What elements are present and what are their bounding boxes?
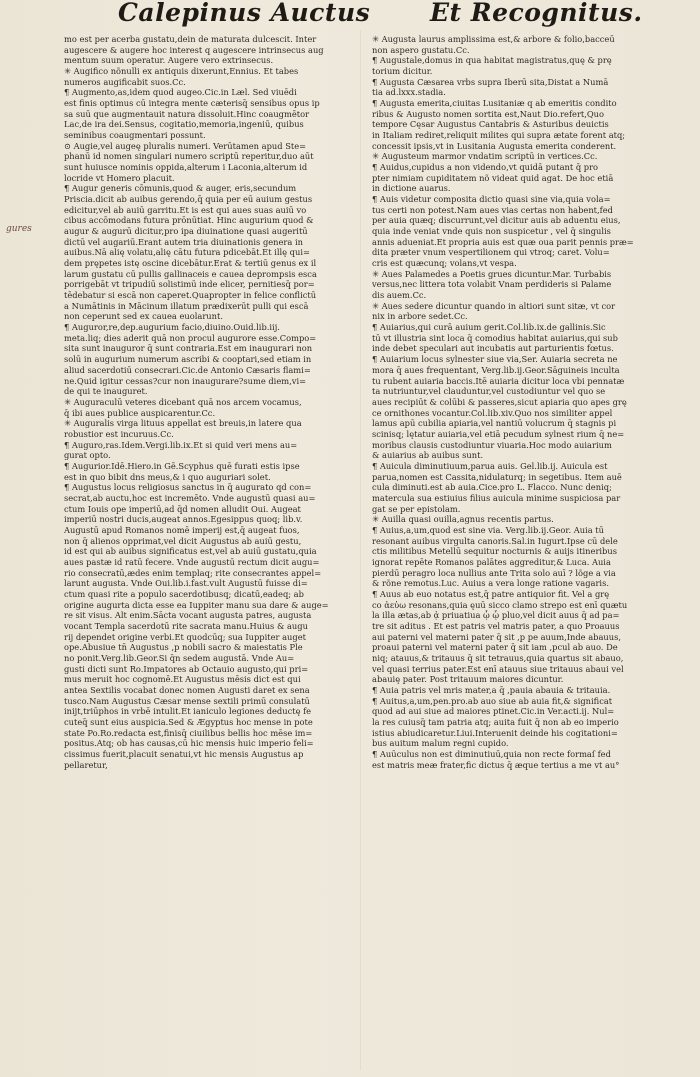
text-line: ¶ Auus ab euo notatus est,q̄ patre antiquior fit. Vel a grę xyxy=(372,588,610,599)
left-column xyxy=(64,34,366,770)
text-line: dictū vel augariū.Erant autem tria diuinationis genera in xyxy=(64,236,303,247)
text-line: tus certi non potest.Nam aues vias certas non habent,fed xyxy=(372,204,613,215)
text-line: quod ad aui siue ad maiores ptinet.Cic.in Ver.acti.ij. Nul= xyxy=(372,706,615,717)
text-line: in Italiam rediret,reliquit milites qui supra ætate forent atq; xyxy=(372,130,626,141)
text-line: niq; atauus,& tritauus q̄ sit tetrauus,quia quartus sit abauo, xyxy=(372,652,624,663)
text-line: q̄ ibi aues publice auspicarentur.Cc. xyxy=(64,407,216,418)
text-line: & rõne remotus.Luc. Auius a vera longe ratione vagaris. xyxy=(372,578,609,589)
text-line: ✳ Aues sedere dicuntur quando in altiori sunt sitæ, vt cor xyxy=(372,300,616,311)
text-line: ribus & Augusto nomen sortita est,Naut Dio.refert,Quo xyxy=(372,108,605,119)
text-line: augescere & augere hoc interest q augescere intrinsecus aug xyxy=(64,44,324,55)
text-line: larunt augusta. Vnde Oui.lib.i.fast.vult Augustū fuisse di= xyxy=(64,578,308,589)
text-line: ¶ Augustale,domus in qua habitat magistratus,quę & prę xyxy=(372,55,612,66)
right-column xyxy=(372,34,690,770)
text-line: seminibus coaugmentari possunt. xyxy=(64,130,206,141)
text-line: torium dicitur. xyxy=(372,66,433,77)
text-line: scinisq; lętatur auiaria,vel etiā pecudum sylnest rium q̄ ne= xyxy=(372,428,625,439)
text-line: ta nutriuntur,vel clauduntur,vel custodiuntur vel quo se xyxy=(372,386,606,397)
text-line: aues pastæ id ratū fecere. Vnde augustū rectum dicit augu= xyxy=(64,556,320,567)
text-line: robustior est incuruus.Cc. xyxy=(64,428,174,439)
text-line: aues recipiūt & colūbi & passeres,sicut apiaria quo apes grę xyxy=(372,396,627,407)
text-line: rij dependet origine verbi.Et quodcūq; sua Iuppiter auget xyxy=(64,631,306,642)
text-line: larum gustatu cū pullis gallinaceis e cauea deprompsis esca xyxy=(64,268,317,279)
text-line: mora q̄ aues frequentant, Verg.lib.ij.Geor.Sāguineis inculta xyxy=(372,364,620,375)
text-line: re sit visus. Alt enim.Sācta vocant augusta patres, augusta xyxy=(64,610,312,621)
text-line: pellaretur, xyxy=(64,759,108,770)
text-line: cris est quæcunq; volans,vt vespa. xyxy=(372,258,517,269)
text-line: tēdebatur si escā non caperet.Quapropter in felice conflictū xyxy=(64,290,317,301)
text-line: istius abiudicaretur.Liui.Interuenit deinde his cogitationi= xyxy=(372,727,618,738)
text-line: ¶ Augustus locus religiosus sanctus in q̄ augurato qd con= xyxy=(64,482,312,493)
text-line: gusti dicti sunt Ro.Impatores ab Octauio augusto,qui pri= xyxy=(64,663,309,674)
text-line: mo est per acerba gustatu,dein de maturata dulcescit. Inter xyxy=(64,34,317,44)
text-line: antea Sextilis vocabat̄ donec nomen Augusti daret̄ ex sena xyxy=(64,684,310,695)
text-line: mus meruit hoc cognomē.Et Augustus mēsis dict̄ est qui xyxy=(64,674,301,685)
text-line: tū vt illustria sint loca q̄ comodius habitat auiarius,qui sub xyxy=(372,332,618,343)
text-line: pter nimiam cupiditatem nõ videat quid agat. De hoc etiā xyxy=(372,172,614,183)
text-line: imperiū nostri ducis,augeat annos.Egesippus quoq; lib.v. xyxy=(64,514,303,525)
text-line: annis adueniat.Et propria auis est quæ oua parit pennis præ= xyxy=(372,236,634,247)
text-line: dem prępetes istę oscine dicebātur.Erat & tertiū genus ex il xyxy=(64,258,317,269)
text-line: ¶ Auidus,cupidus a non videndo,vt quidā putant q̄ pro xyxy=(372,162,599,173)
text-line: locride vt Homero placuit. xyxy=(64,172,175,183)
text-line: ¶ Augusta emerita,ciuitas Lusitaniæ q ab emeritis condito xyxy=(372,98,617,109)
text-line: versus,nec littera tota volabit Vnam perdideris si Palame xyxy=(372,279,612,290)
text-line: ✳ Auguralis virga lituus appellat̄ est breuis,in latere qua xyxy=(64,418,302,429)
header-right-title: Et Recognitus. xyxy=(430,0,643,27)
text-line: ctum Iouis ope imperiū,ad q̄d nomen alludit Oui. Augeat xyxy=(64,503,301,514)
text-line: & auiarius ab auibus sunt. xyxy=(372,450,484,461)
text-line: tu rubent auiaria baccis.Itē auiaria dicitur loca vbi pennatæ xyxy=(372,375,625,386)
text-line: gat se per epistolam. xyxy=(372,503,461,514)
text-line: positus.Atq; ob has causas,cū hic mensis huic imperio feli= xyxy=(64,738,314,749)
text-line: mentum suum operatur. Augere vero extrinsecus. xyxy=(64,55,274,66)
text-line: tempore Cęsar Augustus Cantabris & Asturibus deuictis xyxy=(372,119,609,130)
text-line: non q̄ alienos opprimat,vel dicit Augustus ab auiū gestu, xyxy=(64,535,302,546)
text-line: ¶ Auguro,ras.Idem.Vergi.lib.ix.Et si quid veri mens au= xyxy=(64,439,298,450)
text-line: pierdū peragro loca nullius ante Trita solo auī ? lõge a via xyxy=(372,567,616,578)
text-line: co ἀεὐω resonans,quia ęuū sicco clamo strepo est enī quætu xyxy=(372,599,628,610)
text-line: ¶ Auiarium locus sylnester siue via,Ser. Auiaria secreta ne xyxy=(372,354,618,365)
text-line: rio consecratū,ædes enim templaq; rite consecrantes appel= xyxy=(64,567,322,578)
text-line: la illa ætas,ab ᾀ priuatiua ᾧ ᾧ pluo,vel dicit auus q̄ ad pa= xyxy=(372,610,620,621)
text-line: est matris meæ frater,fic dictus q̄ æque tertius a me vt au° xyxy=(372,759,620,770)
text-line: parua,nomen est Cassita,nidulaturq; in segetibus. Item auē xyxy=(372,471,622,482)
text-line: edicitur,vel ab auiū garritu.Et is est qui aues suas auiū vo xyxy=(64,204,307,215)
text-line: gurat opto. xyxy=(64,450,111,461)
text-line: id est qui ab auibus significatus est,vel ab auiū gustatu,quia xyxy=(64,546,317,557)
text-line: sa suū que augmentauit natura dissoluit.Hinc coaugmētor xyxy=(64,108,310,119)
text-line: ✳ Auilla quasi ouilla,agnus recentis partus. xyxy=(372,514,554,525)
margin-annotation: gures xyxy=(6,224,32,234)
text-line: la res cuiusq̄ tam patria atq; auita fuit q̄ non ab eo imperio xyxy=(372,717,619,727)
text-line: concessit ipsis,vt in Lusitania Augusta emerita conderent. xyxy=(372,140,617,151)
text-line: ✳ Aues Palamedes a Poetis grues dicuntur.Mar. Turbabis xyxy=(372,268,612,279)
text-line: ne.Quid igitur cessas?cur non inaugurare?sume diem,vi= xyxy=(64,375,307,386)
text-line: est in quo bibit dns meus,& i quo auguriari solet. xyxy=(64,471,271,482)
running-header xyxy=(0,0,700,34)
text-line: tre sit aditus . Et est patris vel matris pater, a quo Proauus xyxy=(372,620,620,631)
text-line: vel quasi terrius pater.Est enī atauus siue tritauus abaui vel xyxy=(372,663,624,674)
text-line: ✳ Augusteum marmor vndatim scriptū in vertices.Cc. xyxy=(372,151,598,162)
text-line: Priscia.dicit ab auibus gerendo,q̄ quia per eū auium gestus xyxy=(64,194,313,205)
text-line: inde debet speculari aut incubatis aut parturientis fœtus. xyxy=(372,343,614,354)
text-line: aui paterni vel materni pater q̄ sit ,p pe auum,Inde abauus, xyxy=(372,631,622,642)
text-line: non ceperunt sed ex cauea euolarunt. xyxy=(64,311,223,322)
text-line: sunt huiusce nominis oppida,alterum i Laconia,alterum id xyxy=(64,162,308,173)
text-line: per auia quæq; discurrunt,vel dicitur auis ab aduentu eius, xyxy=(372,215,621,226)
text-line: sita sunt inauguror q̄ sunt contraria.Est em inaugurari non xyxy=(64,343,313,354)
header-left-title: Calepinus Auctus xyxy=(118,0,371,27)
text-line: ¶ Augur generis cōmunis,quod & auger, eris,secundum xyxy=(64,183,297,194)
text-line: ¶ Auis videtur composita dictio quasi sine via,quia vola= xyxy=(372,194,611,205)
text-line: Augustū apud Romanos nomē imperij est,q̄ augeat fuos, xyxy=(64,524,300,535)
text-line: inijt,triūphos in vrbē intulit.Et ianiculo legiones deductę fe xyxy=(64,706,312,717)
text-line: nix in arbore sedet.Cc. xyxy=(372,311,468,322)
text-line: ⊙ Augie,vel augeę pluralis numeri. Verūtamen apud Ste= xyxy=(64,140,307,151)
text-line: state Po.Ro.redacta est,finisq̄ ciuilibus bellis hoc mēse im= xyxy=(64,727,313,738)
text-line: bus auitum malum regni cupido. xyxy=(372,738,509,749)
text-line: no ponit.Verg.lib.Geor.Si q̄n sedem augustā. Vnde Au= xyxy=(64,652,295,663)
text-line: meta.liq; dies aderit quā non procul augurore esse.Compo= xyxy=(64,332,317,343)
text-line: in dictione auarus. xyxy=(372,183,451,194)
text-line: de qui te inauguret. xyxy=(64,386,148,397)
text-line: solū in augurium numerum ascribi & cooptari,sed etiam in xyxy=(64,354,312,365)
text-line: ¶ Auia patris vel mris mater,a q̄ ,pauia abauia & tritauia. xyxy=(372,684,611,695)
text-line: auibus.Nā alię volatu,alię cātu futura pdicebāt.Et illę qui= xyxy=(64,247,310,258)
text-line: matercula sua estiuius filius auicula minime suspiciosa par xyxy=(372,492,621,503)
text-line: tia ad.lxxx.stadia. xyxy=(372,87,446,98)
text-line: ope.Abusiue tn̄ Augustus ,p nobili sacro & maiestatis Ple xyxy=(64,642,303,653)
text-line: ctum quasi rite a populo sacerdotibusq; dicatū,eadeq; ab xyxy=(64,588,304,599)
text-line: phanū id nomen singulari numero scriptū reperitur,duo aūt xyxy=(64,151,314,162)
text-line: ✳ Augifico nõnulli ex antiquis dixerunt,Ennius. Et tabes xyxy=(64,66,299,77)
text-line: ✳ Augusta laurus amplissima est,& arbore & folio,bacceū xyxy=(372,34,615,44)
text-line: ¶ Augmento,as,idem quod augeo.Cic.in Læl. Sed viuēdi xyxy=(64,87,297,98)
text-line: augur & augurū dicitur,pro ipa diuinatione quasi augeritū xyxy=(64,226,308,237)
text-line: ¶ Auūculus non est diminutiuū,quia non recte formaſ fed xyxy=(372,749,611,760)
text-line: ¶ Auitus,a,um,pen.pro.ab auo siue ab auia fit,& significat xyxy=(372,695,613,706)
text-line: ¶ Augurior.Idē.Hiero.in Gē.Scyphus quē furati estis ipse xyxy=(64,460,300,471)
text-line: ¶ Augusta Cæsarea vrbs supra Iberū sita,Distat a Numā xyxy=(372,76,609,87)
text-line: abauię pater. Post tritauum maiores dicuntur. xyxy=(372,674,564,685)
text-line: cibus accōmodans futura prōnūtiat. Hinc augurium quod & xyxy=(64,215,314,226)
text-line: aliud sacerdotiū consecrari.Cic.de Antonio Cæsaris flami= xyxy=(64,364,311,375)
text-line: porrigebāt vt tripudiū solistimū inde elicer, pernitiesq̄ por= xyxy=(64,279,315,290)
text-line: ctis militibus Metellū sequitur nocturnis & auijs itineribus xyxy=(372,546,617,557)
text-line: dis auem.Cc. xyxy=(372,290,427,301)
text-line: secrat̄,ab auctu,hoc est incremēto. Vnde augustū quasi au= xyxy=(64,492,316,503)
text-line: cula diminuti.est ab auia.Cice.pro L. Flacco. Nunc deniq; xyxy=(372,482,612,493)
text-line: ¶ Auius,a,um,quod est sine via. Verg.lib.ij.Geor. Auia tū xyxy=(372,524,604,535)
text-line: moribus clausis custodiuntur viuaria.Hoc modo auiarium xyxy=(372,439,612,450)
text-line: ignorat̄ repēte Romanos palātes aggreditur,& Luca. Auia xyxy=(372,556,611,567)
text-line: ¶ Auicula diminutiuum,parua auis. Gel.lib.ij. Auicula est xyxy=(372,460,608,471)
text-line: numeros augificabit suos.Cc. xyxy=(64,76,186,87)
text-line: non aspero gustatu.Cc. xyxy=(372,44,470,55)
text-line: est finis optimus cū integra mente cæterisq̄ sensibus opus ip xyxy=(64,98,320,109)
text-line: lamus apū cubilia apiaria,vel nantiū volucrum q̄ stagnis pi xyxy=(372,418,617,429)
text-line: resonant auibus virgulta canoris.Sal.in Iugurt.Ipse cū dele xyxy=(372,535,618,546)
text-line: ¶ Auguror,re,dep.augurium facio,diuino.Ouid.lib.iij. xyxy=(64,322,280,333)
text-line: vocant Templa sacerdotū rite sacrata manu.Huius & augu xyxy=(64,620,308,631)
text-line: ce ornithones vocantur.Col.lib.xiv.Quo nos similiter appel xyxy=(372,407,613,418)
text-line: Lac,de ira dei.Sensus, cogitatio,memoria,ingeniū, quibus xyxy=(64,119,304,130)
text-line: tusco.Nam Augustus Cæsar mense sextili primū consulatū xyxy=(64,695,310,706)
text-line: cuteq̄ sunt eius auspicia.Sed & Ægyptus hoc mense in pote xyxy=(64,717,313,727)
text-line: ✳ Auguraculū veteres dicebant quā nos arcem vocamus, xyxy=(64,396,302,407)
text-line: cissimus fuerit,placuit senatui,vt hic mensis Augustus ap xyxy=(64,749,304,760)
text-line: ¶ Auiarius,qui curā auium gerit.Col.lib.ix.de gallinis.Sic xyxy=(372,322,606,333)
text-line: proaui paterni vel materni pater q̄ sit iam ,pcul ab auo. De xyxy=(372,642,618,653)
text-line: quia inde veniat vnde quis non suspicetur , vel q̄ singulis xyxy=(372,226,611,237)
text-line: origine augurta dicta esse ea Iuppiter manu sua dare & auge= xyxy=(64,599,329,610)
text-line: a Numātinis in Mācinum illatum prædixerūt pulli qui escā xyxy=(64,300,309,311)
text-line: dita præter vnum vespertilionem qui vtroq; caret. Volu= xyxy=(372,247,610,258)
